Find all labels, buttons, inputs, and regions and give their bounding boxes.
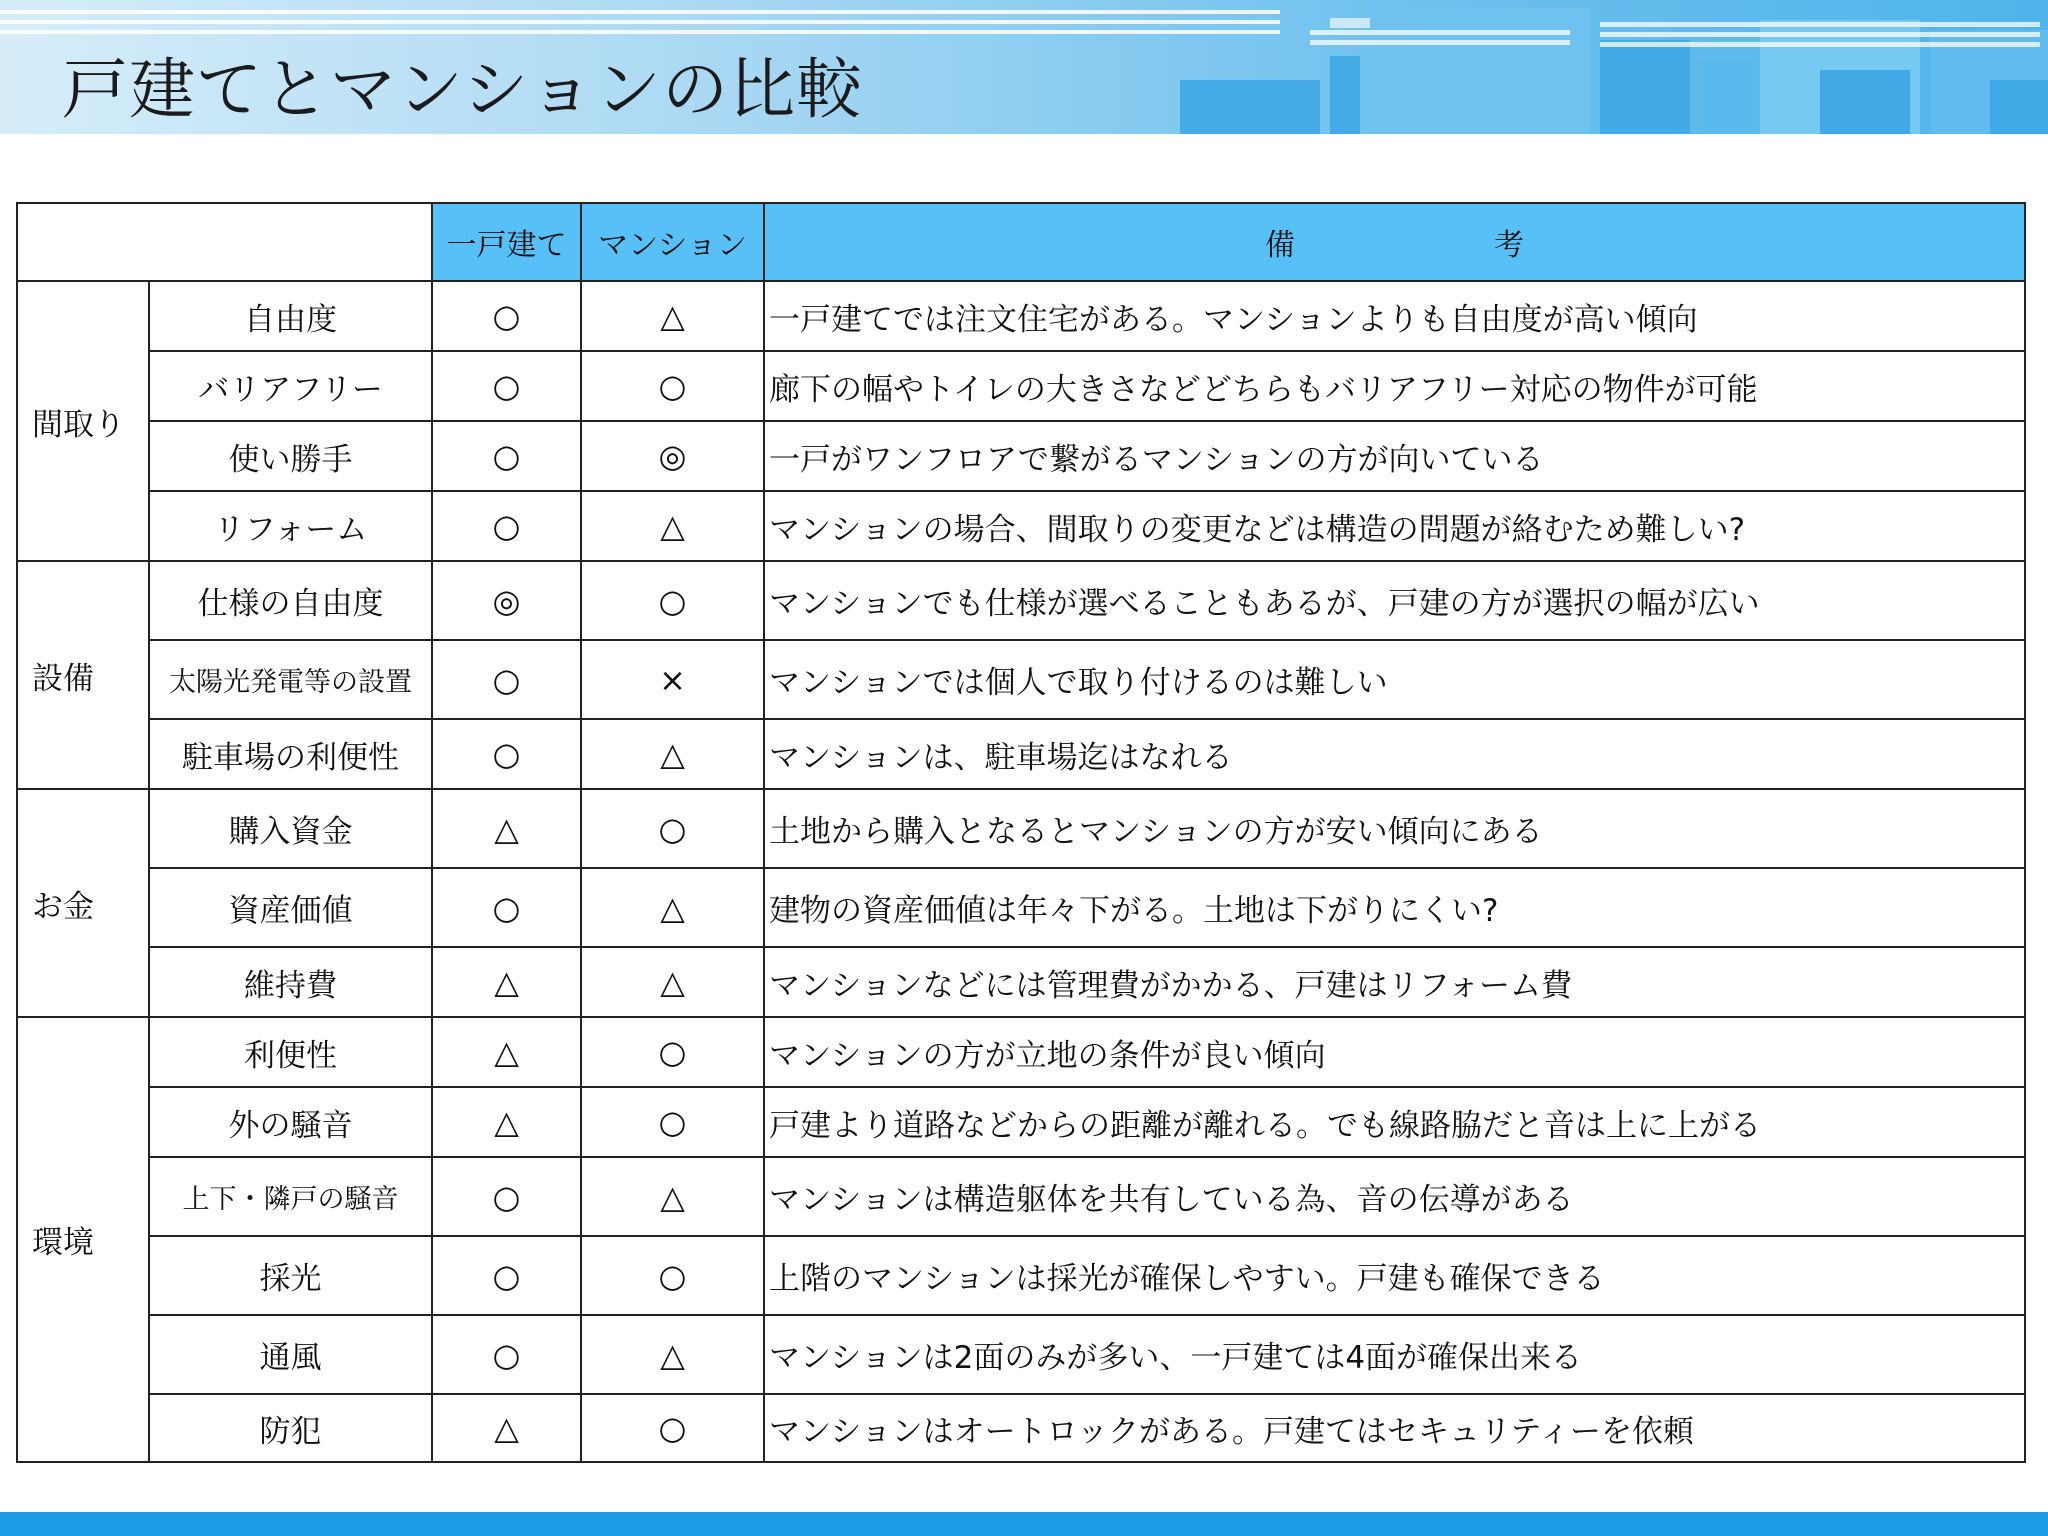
house-mark: ○	[432, 1236, 581, 1315]
mansion-mark: △	[581, 947, 764, 1017]
house-mark: ○	[432, 640, 581, 719]
mansion-mark: ○	[581, 351, 764, 421]
item-label: 上下・隣戸の騒音	[149, 1157, 432, 1236]
mansion-mark: △	[581, 491, 764, 561]
mansion-mark: △	[581, 1315, 764, 1394]
note-text: マンションでは個人で取り付けるのは難しい	[764, 640, 2025, 719]
mansion-mark: △	[581, 1157, 764, 1236]
mansion-mark: ○	[581, 561, 764, 640]
mansion-mark: △	[581, 719, 764, 789]
mansion-mark: ○	[581, 1394, 764, 1462]
house-mark: ○	[432, 421, 581, 491]
table-row	[17, 561, 2025, 640]
item-label: リフォーム	[149, 491, 432, 561]
note-text: 一戸建てでは注文住宅がある。マンションよりも自由度が高い傾向	[764, 281, 2025, 351]
house-mark: ○	[432, 719, 581, 789]
note-text: マンションは、駐車場迄はなれる	[764, 719, 2025, 789]
table-row	[17, 491, 2025, 561]
table-row	[17, 640, 2025, 719]
note-text: 戸建より道路などからの距離が離れる。でも線路脇だと音は上に上がる	[764, 1087, 2025, 1157]
house-mark: ○	[432, 1157, 581, 1236]
mansion-mark: ○	[581, 1236, 764, 1315]
note-text: 廊下の幅やトイレの大きさなどどちらもバリアフリー対応の物件が可能	[764, 351, 2025, 421]
house-mark: ○	[432, 1315, 581, 1394]
item-label: バリアフリー	[149, 351, 432, 421]
item-label: 自由度	[149, 281, 432, 351]
item-label: 使い勝手	[149, 421, 432, 491]
table-row	[17, 1017, 2025, 1087]
note-text: マンションなどには管理費がかかる、戸建はリフォーム費	[764, 947, 2025, 1017]
table-row	[17, 947, 2025, 1017]
group-label-setsubi: 設備	[17, 561, 149, 789]
group-label-kankyo: 環境	[17, 1017, 149, 1462]
item-label: 購入資金	[149, 789, 432, 868]
mansion-mark: ◎	[581, 421, 764, 491]
header-notes	[764, 203, 2025, 281]
house-mark: △	[432, 1017, 581, 1087]
table-header-row	[17, 203, 2025, 281]
table-row	[17, 351, 2025, 421]
table-row	[17, 719, 2025, 789]
table-row	[17, 1157, 2025, 1236]
item-label: 外の騒音	[149, 1087, 432, 1157]
note-text: マンションでも仕様が選べることもあるが、戸建の方が選択の幅が広い	[764, 561, 2025, 640]
mansion-mark: ×	[581, 640, 764, 719]
header-notes-right: 考	[1494, 228, 1525, 263]
table-row	[17, 421, 2025, 491]
mansion-mark: ○	[581, 789, 764, 868]
item-label: 利便性	[149, 1017, 432, 1087]
mansion-mark: △	[581, 868, 764, 947]
note-text: 一戸がワンフロアで繋がるマンションの方が向いている	[764, 421, 2025, 491]
item-label: 太陽光発電等の設置	[149, 640, 432, 719]
house-mark: ○	[432, 281, 581, 351]
item-label: 維持費	[149, 947, 432, 1017]
item-label: 仕様の自由度	[149, 561, 432, 640]
table-row	[17, 1236, 2025, 1315]
house-mark: ○	[432, 351, 581, 421]
item-label: 採光	[149, 1236, 432, 1315]
house-mark: △	[432, 947, 581, 1017]
house-mark: △	[432, 1087, 581, 1157]
table-row	[17, 1394, 2025, 1462]
mansion-mark: ○	[581, 1017, 764, 1087]
house-mark: △	[432, 1394, 581, 1462]
note-text: マンションは構造躯体を共有している為、音の伝導がある	[764, 1157, 2025, 1236]
note-text: 土地から購入となるとマンションの方が安い傾向にある	[764, 789, 2025, 868]
group-label-madori: 間取り	[17, 281, 149, 561]
note-text: マンションはオートロックがある。戸建てはセキュリティーを依頼	[764, 1394, 2025, 1462]
item-label: 防犯	[149, 1394, 432, 1462]
comparison-table	[16, 202, 2026, 1463]
item-label: 資産価値	[149, 868, 432, 947]
mansion-mark: ○	[581, 1087, 764, 1157]
item-label: 通風	[149, 1315, 432, 1394]
house-mark: ○	[432, 868, 581, 947]
house-mark: ◎	[432, 561, 581, 640]
note-text: マンションは2面のみが多い、一戸建ては4面が確保出来る	[764, 1315, 2025, 1394]
note-text: 上階のマンションは採光が確保しやすい。戸建も確保できる	[764, 1236, 2025, 1315]
note-text: マンションの場合、間取りの変更などは構造の問題が絡むため難しい?	[764, 491, 2025, 561]
note-text: マンションの方が立地の条件が良い傾向	[764, 1017, 2025, 1087]
header-mansion: マンション	[581, 203, 764, 281]
table-row	[17, 1087, 2025, 1157]
header-blank-cell	[17, 203, 432, 281]
header-house: 一戸建て	[432, 203, 581, 281]
item-label: 駐車場の利便性	[149, 719, 432, 789]
mansion-mark: △	[581, 281, 764, 351]
header-band	[0, 0, 2048, 134]
table-row	[17, 868, 2025, 947]
group-label-okane: お金	[17, 789, 149, 1017]
table-row	[17, 789, 2025, 868]
table-row	[17, 1315, 2025, 1394]
house-mark: △	[432, 789, 581, 868]
table-row	[17, 281, 2025, 351]
house-mark: ○	[432, 491, 581, 561]
note-text: 建物の資産価値は年々下がる。土地は下がりにくい?	[764, 868, 2025, 947]
footer-bar	[0, 1512, 2048, 1536]
page-title: 戸建てとマンションの比較	[62, 51, 864, 128]
header-notes-left: 備	[1264, 228, 1295, 263]
